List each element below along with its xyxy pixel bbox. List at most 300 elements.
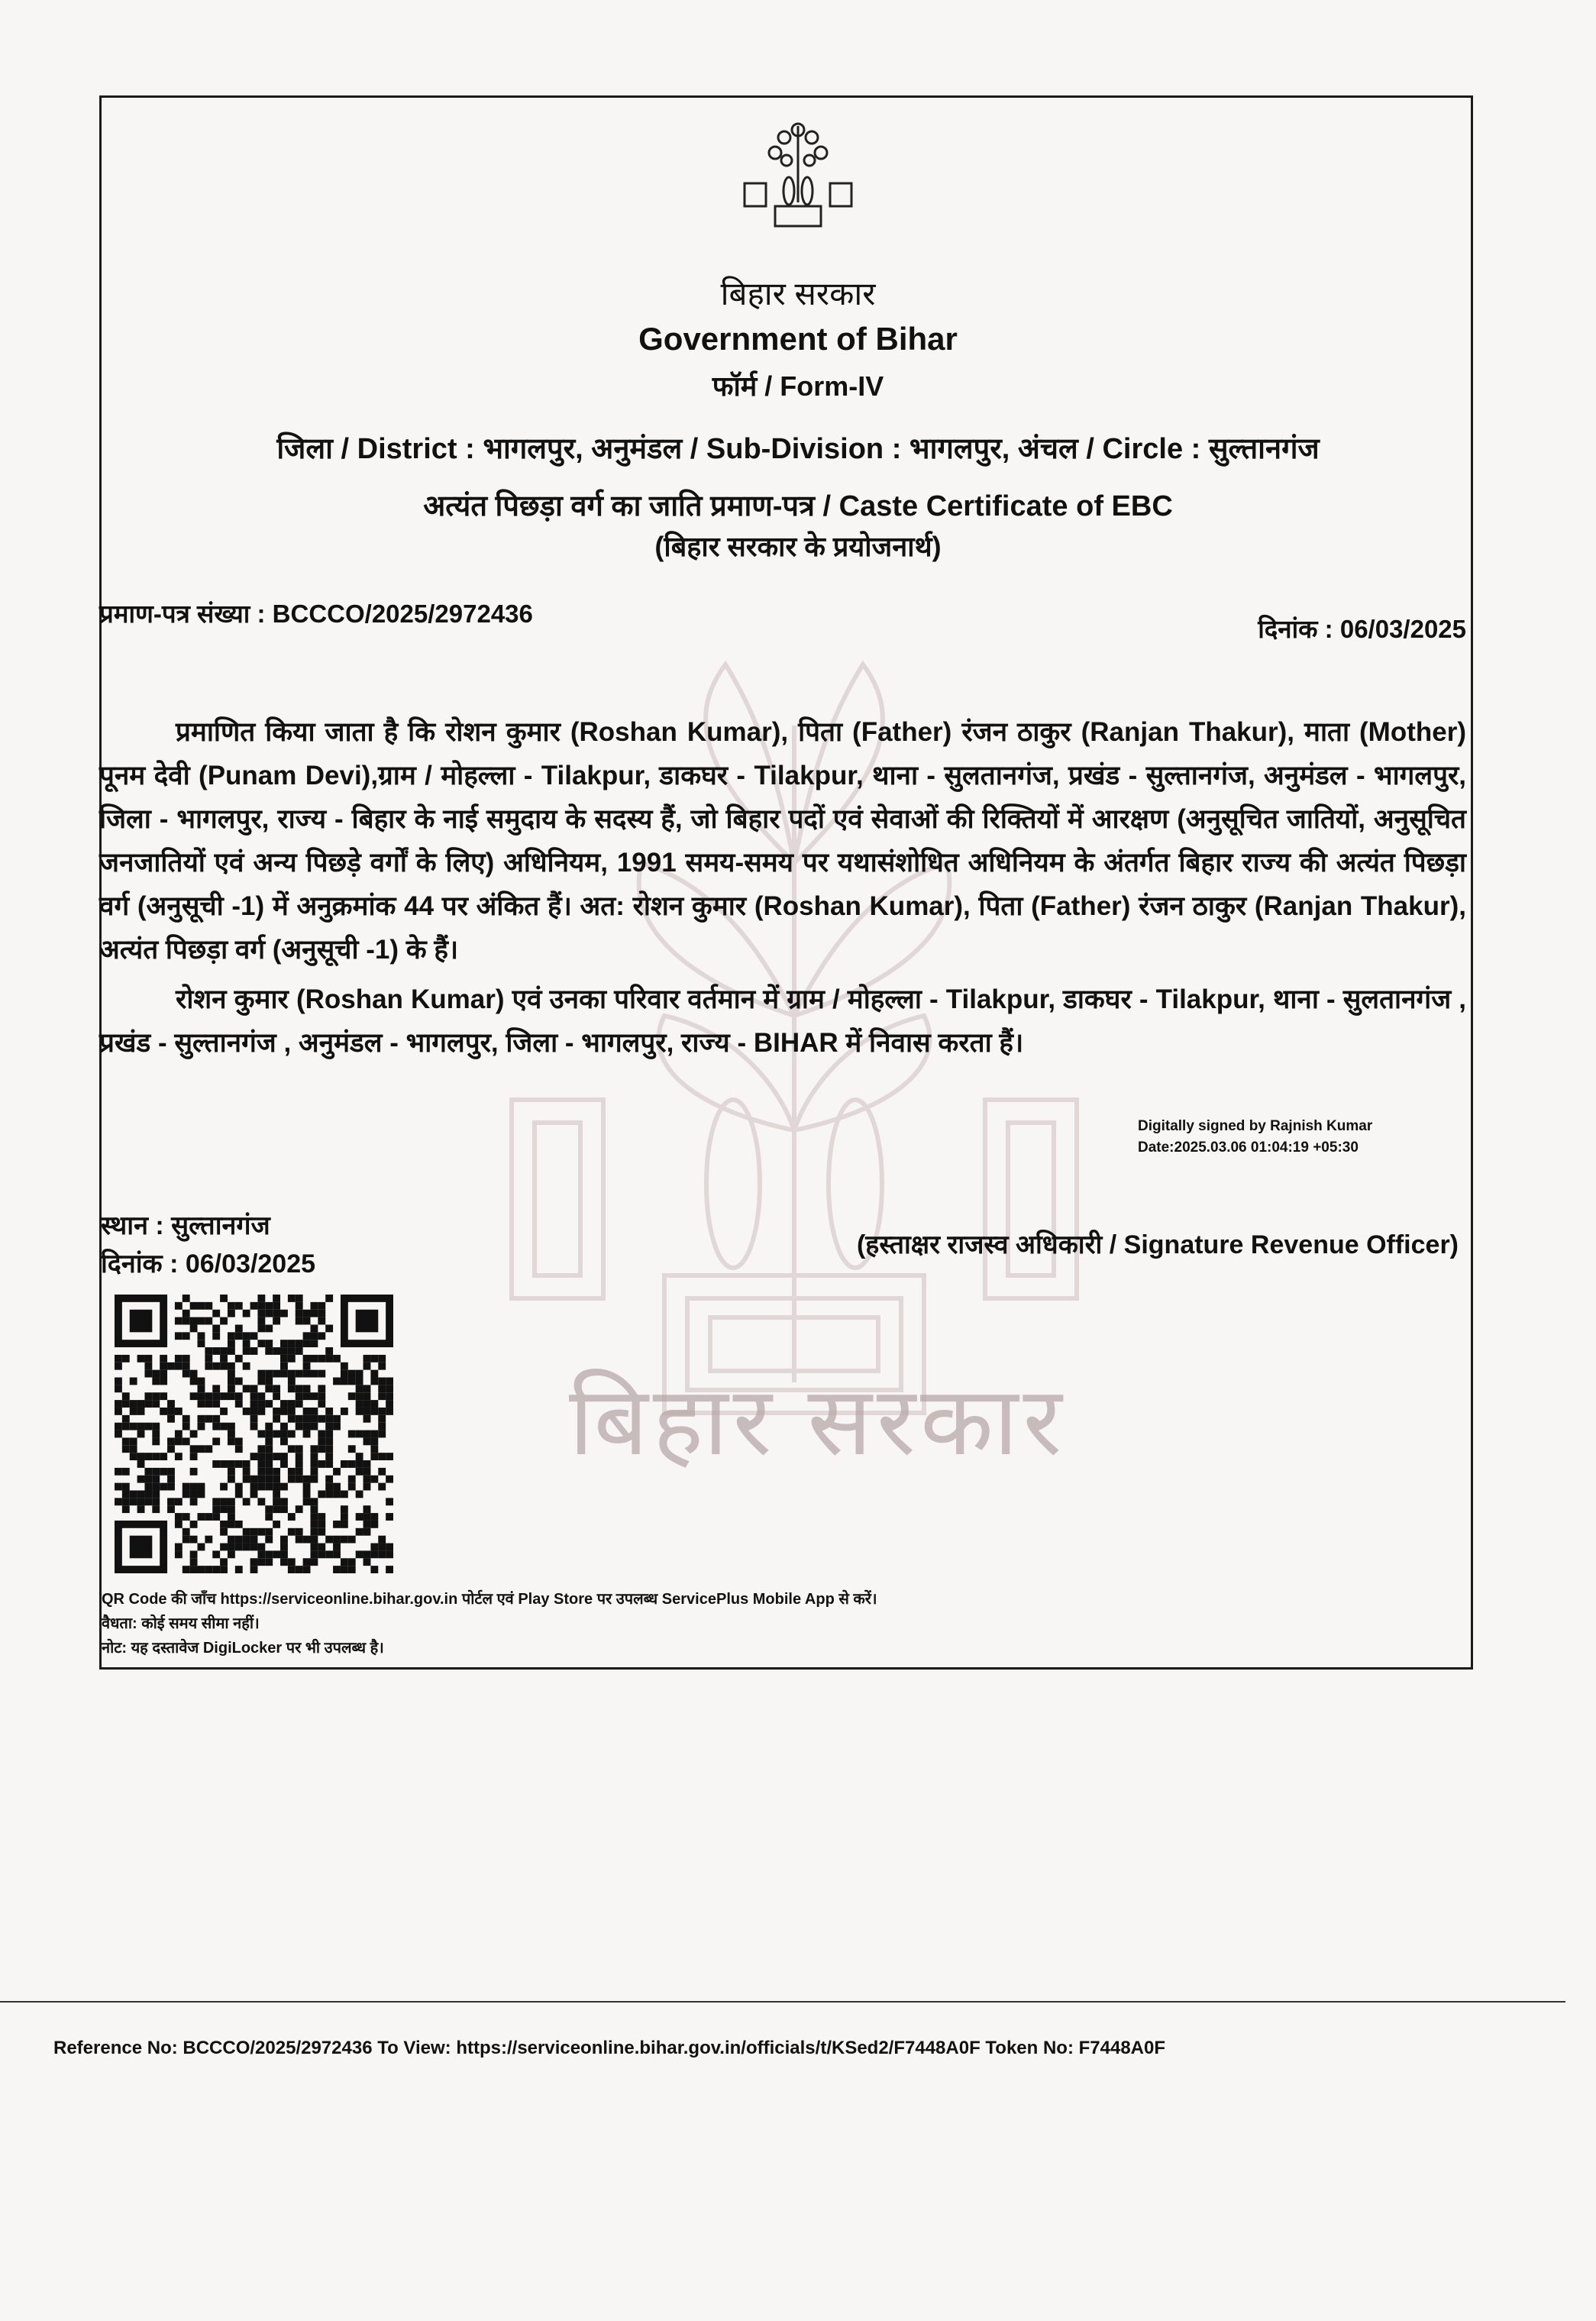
qr-module [280, 1483, 288, 1491]
footer-divider [0, 2001, 1565, 2003]
qr-module [257, 1324, 265, 1332]
qr-module [333, 1536, 341, 1544]
qr-module [273, 1347, 280, 1355]
qr-module [175, 1317, 183, 1325]
qr-module [386, 1550, 393, 1558]
qr-module [205, 1415, 212, 1423]
qr-module [310, 1324, 318, 1332]
qr-module [198, 1385, 205, 1392]
qr-module [257, 1302, 265, 1310]
qr-module [386, 1400, 393, 1408]
qr-finder [130, 1536, 153, 1559]
qr-module [310, 1453, 318, 1460]
qr-module [152, 1378, 160, 1385]
qr-module [212, 1385, 220, 1392]
qr-module [363, 1355, 371, 1363]
qr-module [243, 1468, 250, 1476]
qr-module [303, 1423, 311, 1430]
qr-module [198, 1302, 205, 1310]
qr-module [257, 1370, 265, 1378]
qr-module [273, 1430, 280, 1438]
qr-module [303, 1498, 311, 1505]
qr-module [318, 1385, 325, 1392]
qr-module [167, 1445, 175, 1453]
qr-module [288, 1445, 296, 1453]
qr-module [370, 1476, 378, 1483]
digital-signature-date: Date:2025.03.06 01:04:19 +05:30 [1138, 1139, 1359, 1156]
qr-module [115, 1378, 122, 1385]
qr-module [296, 1370, 303, 1378]
qr-module [228, 1332, 235, 1340]
qr-module [273, 1317, 280, 1325]
qr-module [356, 1453, 363, 1460]
qr-module [250, 1392, 258, 1400]
qr-module [130, 1498, 137, 1505]
qr-module [265, 1437, 273, 1445]
qr-module [122, 1490, 130, 1498]
qr-module [280, 1347, 288, 1355]
qr-module [356, 1370, 363, 1378]
certificate-paragraph-1: प्रमाणित किया जाता है कि रोशन कुमार (Roshan Kumar), पिता (Father) रंजन ठाकुर (Ranjan Thakur), माता (Mother) पूनम देवी (Punam Devi),ग्राम / मोहल्ला - Tilakpur, डाकघर - Tilakpur, थाना - सुलतानगंज, प्रखंड - सुल्तानगंज, अनुमंडल - भागलपुर, जिला - भागलपुर, राज्य - बिहार के नाई समुदाय के सदस्य हैं, जो बिहार पदों एवं सेवाओं की रिक्तियों में आरक्षण (अनुसूचित जातियों, अनुसूचित जनजातियों एवं अन्य पिछड़े वर्गों के लिए) अधिनियम, 1991 समय-समय पर यथासंशोधित अधिनियम के अंतर्गत बिहार राज्य की अत्यंत पिछड़ा वर्ग (अनुसूची -1) में अनुक्रमांक 44 पर अंकित हैं। अत: रोशन कुमार (Roshan Kumar), पिता (Father) रंजन ठाकुर (Ranjan Thakur), अत्यंत पिछड़ा वर्ग (अनुसूची -1) के हैं। [99, 717, 1466, 965]
qr-module [250, 1423, 258, 1430]
qr-module [190, 1317, 198, 1325]
qr-module [167, 1415, 175, 1423]
qr-module [243, 1310, 250, 1317]
watermark-text: बिहार सरकार [569, 1369, 1067, 1475]
qr-module [288, 1415, 296, 1423]
qr-module [190, 1324, 198, 1332]
qr-module [205, 1566, 212, 1573]
qr-module [273, 1505, 280, 1513]
qr-module [265, 1310, 273, 1317]
qr-module [348, 1392, 356, 1400]
qr-module [137, 1355, 145, 1363]
qr-module [310, 1310, 318, 1317]
qr-module [318, 1370, 325, 1378]
qr-module [325, 1536, 333, 1544]
qr-module [144, 1355, 152, 1363]
qr-module [363, 1558, 371, 1566]
qr-module [198, 1392, 205, 1400]
qr-module [137, 1408, 145, 1415]
qr-module [265, 1430, 273, 1438]
qr-module [175, 1355, 183, 1363]
qr-module [273, 1408, 280, 1415]
qr-module [273, 1415, 280, 1423]
qr-module [183, 1490, 190, 1498]
qr-module [356, 1468, 363, 1476]
qr-module [333, 1550, 341, 1558]
qr-module [370, 1370, 378, 1378]
qr-module [228, 1363, 235, 1370]
qr-module [363, 1483, 371, 1491]
qr-module [370, 1445, 378, 1453]
qr-module [190, 1498, 198, 1505]
qr-module [363, 1415, 371, 1423]
qr-module [190, 1302, 198, 1310]
qr-module [303, 1355, 311, 1363]
qr-module [370, 1544, 378, 1551]
qr-module [235, 1521, 243, 1528]
qr-module [318, 1550, 325, 1558]
qr-module [122, 1400, 130, 1408]
qr-module [243, 1385, 250, 1392]
qr-module [144, 1490, 152, 1498]
qr-module [144, 1498, 152, 1505]
qr-module [356, 1528, 363, 1536]
qr-module [318, 1521, 325, 1528]
location-line: जिला / District : भागलपुर, अनुमंडल / Sub-Division : भागलपुर, अंचल / Circle : सुल्तानगंज [276, 433, 1320, 465]
qr-module [363, 1385, 371, 1392]
qr-module [250, 1528, 258, 1536]
qr-module [175, 1363, 183, 1370]
qr-module [341, 1363, 348, 1370]
qr-module [235, 1483, 243, 1491]
qr-module [288, 1295, 296, 1302]
qr-module [235, 1437, 243, 1445]
qr-module [152, 1483, 160, 1491]
qr-code [115, 1295, 393, 1573]
qr-module [280, 1536, 288, 1544]
qr-module [190, 1550, 198, 1558]
qr-module [198, 1317, 205, 1325]
qr-module [175, 1437, 183, 1445]
qr-module [273, 1295, 280, 1302]
qr-module [235, 1392, 243, 1400]
qr-module [205, 1392, 212, 1400]
qr-module [257, 1400, 265, 1408]
qr-module [190, 1392, 198, 1400]
qr-module [190, 1558, 198, 1566]
qr-module [341, 1505, 348, 1513]
qr-module [273, 1310, 280, 1317]
place-label: स्थान : सुल्तानगंज [101, 1211, 270, 1240]
qr-module [303, 1385, 311, 1392]
qr-module [190, 1370, 198, 1378]
qr-module [386, 1498, 393, 1505]
qr-module [205, 1400, 212, 1408]
qr-module [280, 1423, 288, 1430]
qr-module [205, 1513, 212, 1521]
qr-module [363, 1430, 371, 1438]
qr-module [341, 1536, 348, 1544]
qr-module [280, 1355, 288, 1363]
qr-module [250, 1385, 258, 1392]
qr-module [265, 1340, 273, 1347]
qr-module [363, 1513, 371, 1521]
qr-module [378, 1408, 386, 1415]
qr-module [288, 1430, 296, 1438]
qr-module [205, 1355, 212, 1363]
qr-module [175, 1521, 183, 1528]
qr-module [183, 1370, 190, 1378]
qr-module [122, 1355, 130, 1363]
qr-module [310, 1550, 318, 1558]
qr-module [318, 1355, 325, 1363]
qr-module [190, 1453, 198, 1460]
qr-module [228, 1476, 235, 1483]
qr-module [310, 1476, 318, 1483]
qr-module [228, 1423, 235, 1430]
qr-module [318, 1392, 325, 1400]
qr-module [378, 1536, 386, 1544]
qr-module [235, 1332, 243, 1340]
qr-module [235, 1355, 243, 1363]
qr-module [363, 1521, 371, 1528]
qr-module [348, 1476, 356, 1483]
qr-module [122, 1498, 130, 1505]
qr-module [183, 1355, 190, 1363]
qr-module [130, 1437, 137, 1445]
qr-module [378, 1483, 386, 1491]
qr-module [212, 1415, 220, 1423]
qr-module [386, 1566, 393, 1573]
qr-module [341, 1521, 348, 1528]
qr-module [333, 1355, 341, 1363]
qr-module [243, 1528, 250, 1536]
qr-module [341, 1370, 348, 1378]
qr-module [257, 1550, 265, 1558]
qr-module [303, 1363, 311, 1370]
qr-module [296, 1340, 303, 1347]
qr-module [325, 1355, 333, 1363]
qr-module [370, 1400, 378, 1408]
qr-module [386, 1408, 393, 1415]
qr-module [325, 1476, 333, 1483]
qr-module [130, 1445, 137, 1453]
qr-module [325, 1490, 333, 1498]
qr-module [190, 1483, 198, 1491]
qr-module [257, 1544, 265, 1551]
qr-module [212, 1423, 220, 1430]
qr-module [303, 1566, 311, 1573]
qr-module [220, 1566, 228, 1573]
qr-module [310, 1468, 318, 1476]
qr-module [310, 1302, 318, 1310]
qr-module [228, 1505, 235, 1513]
qr-module [310, 1408, 318, 1415]
qr-module [257, 1476, 265, 1483]
qr-module [348, 1378, 356, 1385]
org-name-hindi: बिहार सरकार [720, 276, 876, 312]
qr-module [310, 1558, 318, 1566]
qr-module [273, 1453, 280, 1460]
qr-module [175, 1544, 183, 1551]
qr-module [228, 1550, 235, 1558]
qr-module [310, 1423, 318, 1430]
qr-module [265, 1483, 273, 1491]
qr-module [205, 1363, 212, 1370]
qr-module [167, 1408, 175, 1415]
qr-module [310, 1392, 318, 1400]
qr-module [318, 1490, 325, 1498]
qr-module [378, 1550, 386, 1558]
qr-module [137, 1498, 145, 1505]
qr-module [228, 1468, 235, 1476]
qr-module [296, 1505, 303, 1513]
qr-module [250, 1490, 258, 1498]
qr-module [310, 1513, 318, 1521]
qr-module [152, 1400, 160, 1408]
qr-module [144, 1476, 152, 1483]
qr-module [325, 1415, 333, 1423]
qr-module [303, 1483, 311, 1491]
qr-module [167, 1437, 175, 1445]
signature-officer-label: (हस्ताक्षर राजस्व अधिकारी / Signature Revenue Officer) [856, 1230, 1459, 1259]
qr-module [220, 1408, 228, 1415]
qr-module [296, 1400, 303, 1408]
qr-module [370, 1566, 378, 1573]
qr-module [228, 1340, 235, 1347]
qr-module [115, 1355, 122, 1363]
qr-module [250, 1347, 258, 1355]
qr-module [363, 1437, 371, 1445]
qr-module [378, 1468, 386, 1476]
qr-module [205, 1347, 212, 1355]
qr-module [144, 1453, 152, 1460]
qr-module [257, 1498, 265, 1505]
qr-module [137, 1430, 145, 1438]
qr-module [296, 1295, 303, 1302]
qr-module [325, 1423, 333, 1430]
qr-module [235, 1490, 243, 1498]
qr-module [378, 1430, 386, 1438]
qr-module [212, 1400, 220, 1408]
qr-module [205, 1536, 212, 1544]
qr-module [205, 1445, 212, 1453]
qr-module [356, 1400, 363, 1408]
qr-module [296, 1347, 303, 1355]
qr-module [356, 1430, 363, 1438]
qr-module [363, 1400, 371, 1408]
qr-module [243, 1332, 250, 1340]
qr-module [348, 1536, 356, 1544]
qr-module [220, 1317, 228, 1325]
qr-module [198, 1423, 205, 1430]
qr-module [160, 1355, 167, 1363]
qr-module [348, 1558, 356, 1566]
qr-module [122, 1423, 130, 1430]
qr-module [243, 1460, 250, 1468]
qr-module [318, 1310, 325, 1317]
qr-module [243, 1340, 250, 1347]
qr-module [303, 1317, 311, 1325]
qr-module [265, 1460, 273, 1468]
qr-module [243, 1544, 250, 1551]
qr-module [198, 1544, 205, 1551]
qr-module [190, 1536, 198, 1544]
qr-module [250, 1302, 258, 1310]
qr-module [144, 1370, 152, 1378]
qr-module [356, 1550, 363, 1558]
qr-module [183, 1317, 190, 1325]
qr-module [220, 1558, 228, 1566]
qr-module [228, 1536, 235, 1544]
qr-module [175, 1332, 183, 1340]
qr-module [220, 1498, 228, 1505]
qr-module [341, 1566, 348, 1573]
qr-module [318, 1430, 325, 1438]
qr-module [235, 1378, 243, 1385]
qr-module [228, 1521, 235, 1528]
qr-module [160, 1483, 167, 1491]
qr-module [265, 1445, 273, 1453]
qr-module [318, 1332, 325, 1340]
qr-module [250, 1408, 258, 1415]
validity-note: वैधता: कोई समय सीमा नहीं। [102, 1615, 260, 1632]
qr-module [183, 1363, 190, 1370]
qr-module [318, 1528, 325, 1536]
qr-module [122, 1437, 130, 1445]
qr-module [363, 1468, 371, 1476]
qr-module [356, 1408, 363, 1415]
qr-module [363, 1460, 371, 1468]
qr-module [257, 1295, 265, 1302]
qr-module [220, 1423, 228, 1430]
qr-module [363, 1392, 371, 1400]
qr-module [198, 1415, 205, 1423]
qr-module [250, 1415, 258, 1423]
qr-module [288, 1476, 296, 1483]
qr-module [250, 1566, 258, 1573]
qr-module [212, 1566, 220, 1573]
qr-module [198, 1566, 205, 1573]
qr-module [386, 1513, 393, 1521]
qr-module [122, 1445, 130, 1453]
qr-module [212, 1513, 220, 1521]
qr-module [175, 1453, 183, 1460]
qr-module [303, 1558, 311, 1566]
qr-module [137, 1460, 145, 1468]
qr-module [183, 1295, 190, 1302]
digilocker-note: नोट: यह दस्तावेज DigiLocker पर भी उपलब्ध है। [102, 1640, 384, 1657]
qr-module [303, 1408, 311, 1415]
qr-module [280, 1460, 288, 1468]
qr-module [333, 1415, 341, 1423]
qr-module [265, 1385, 273, 1392]
qr-module [296, 1453, 303, 1460]
qr-module [265, 1505, 273, 1513]
qr-module [257, 1460, 265, 1468]
qr-module [273, 1498, 280, 1505]
issue-date-label: दिनांक : 06/03/2025 [101, 1249, 316, 1278]
qr-module [341, 1408, 348, 1415]
qr-module [363, 1550, 371, 1558]
qr-module [363, 1363, 371, 1370]
qr-module [386, 1453, 393, 1460]
qr-module [325, 1347, 333, 1355]
qr-module [378, 1544, 386, 1551]
qr-module [144, 1392, 152, 1400]
qr-module [310, 1355, 318, 1363]
qr-module [303, 1310, 311, 1317]
qr-module [318, 1445, 325, 1453]
qr-module [137, 1453, 145, 1460]
qr-module [303, 1415, 311, 1423]
qr-module [265, 1453, 273, 1460]
qr-module [325, 1445, 333, 1453]
qr-module [205, 1317, 212, 1325]
qr-module [235, 1536, 243, 1544]
qr-module [333, 1521, 341, 1528]
qr-module [280, 1453, 288, 1460]
qr-module [228, 1513, 235, 1521]
qr-module [198, 1483, 205, 1491]
qr-module [160, 1363, 167, 1370]
qr-module [257, 1558, 265, 1566]
certificate-title: अत्यंत पिछड़ा वर्ग का जाति प्रमाण-पत्र / Caste Certificate of EBC [423, 490, 1173, 522]
qr-module [167, 1505, 175, 1513]
